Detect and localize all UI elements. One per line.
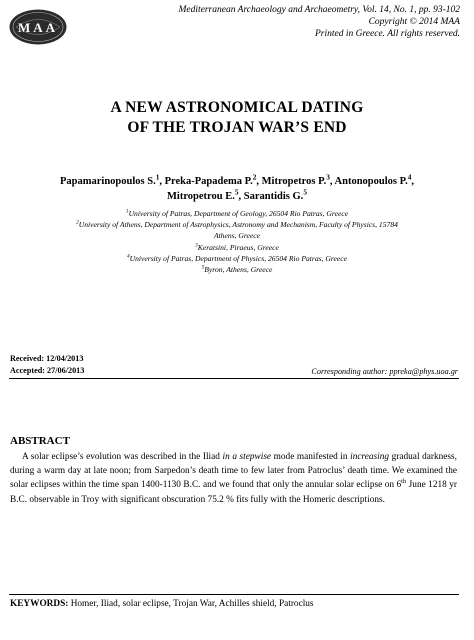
affiliation-3 — [0, 242, 474, 253]
affiliation-text: University of Patras, Department of Geology, 26504 Rio Patras, Greece — [128, 209, 349, 218]
abstract-text: gradual darkness, during a warm day at late noon; from Sarpedon’s death time to few later from Patroclus’ death time. We examined the solar eclipses within the time span 1400-1130 B.C. and we found that only the annular solar eclipse on 6 — [10, 452, 457, 491]
keywords — [10, 598, 314, 611]
printed-line: Printed in Greece. All rights reserved. — [314, 29, 460, 39]
abstract-text: June 1218 yr B.C. observable in Troy with significant obscuration 75.2 % fits fully with the Homeric descriptions. — [10, 480, 457, 505]
abstract-italic: increasing — [350, 452, 390, 462]
abstract-sup: th — [401, 478, 407, 486]
divider-bottom — [9, 594, 459, 595]
affiliation-2 — [0, 219, 474, 230]
abstract-text: A solar eclipse’s evolution was described in the Iliad — [22, 452, 223, 462]
title-line-2: OF THE TROJAN WAR’S END — [127, 119, 347, 136]
author-name: Mitropetrou E. — [167, 190, 235, 202]
affiliation-sup: 2 — [76, 219, 79, 226]
journal-header — [178, 4, 460, 40]
affiliation-4 — [0, 253, 474, 264]
affiliation-sup: 3 — [195, 242, 198, 249]
author-sup: 3 — [326, 172, 330, 182]
title-line-1: A NEW ASTRONOMICAL DATING — [110, 99, 364, 116]
submission-dates — [10, 353, 84, 377]
paper-title — [0, 98, 474, 138]
author-separator: , — [411, 176, 414, 187]
affiliation-text: University of Patras, Department of Physics, 26504 Rio Patras, Greece — [129, 253, 348, 263]
affiliation-text: Byron, Athens, Greece — [204, 265, 273, 275]
divider-top — [9, 378, 459, 379]
author-separator: , — [256, 176, 262, 187]
journal-logo — [8, 8, 68, 46]
affiliation-5 — [0, 264, 474, 275]
author-name: Papamarinopoulos S. — [60, 176, 156, 187]
author-sup: 2 — [252, 172, 257, 182]
author-name: Antonopoulos P. — [334, 176, 408, 187]
author-sup: 5 — [234, 187, 239, 196]
affiliation-list — [0, 208, 474, 275]
affiliation-2-cont: Athens, Greece — [213, 231, 261, 241]
abstract-italic: in a stepwise — [222, 452, 272, 462]
affiliation-text: Keratsini, Piraeus, Greece — [197, 242, 279, 252]
abstract-text: mode manifested in — [271, 452, 351, 462]
author-name: Sarantidis G. — [243, 190, 304, 202]
copyright-line: Copyright © 2014 MAA — [368, 17, 460, 27]
author-separator: , — [159, 176, 165, 187]
affiliation-sup: 4 — [126, 253, 130, 260]
author-separator: , — [329, 176, 335, 187]
received-date: Received: 12/04/2013 — [10, 354, 84, 363]
author-separator: , — [238, 190, 244, 202]
journal-citation: Mediterranean Archaeology and Archaeometry, Vol. 14, No. 1, pp. 93-102 — [178, 5, 460, 15]
author-name: Preka-Papadema P. — [164, 176, 253, 187]
affiliation-text: University of Athens, Department of Astrophysics, Astronomy and Mechanism, Faculty of Physics, 15784 — [78, 220, 398, 230]
keywords-label: KEYWORDS: — [10, 599, 69, 609]
author-sup: 4 — [407, 172, 412, 182]
abstract-body — [10, 450, 457, 507]
accepted-date: Accepted: 27/06/2013 — [10, 366, 85, 375]
author-sup: 5 — [303, 187, 307, 196]
author-name: Mitropetros P. — [261, 176, 327, 187]
affiliation-sup: 1 — [125, 208, 129, 215]
affiliation-sup: 5 — [201, 264, 205, 271]
logo-text: MAA — [17, 20, 59, 35]
affiliation-1 — [0, 208, 474, 219]
author-sup: 1 — [155, 172, 160, 182]
corresponding-author: Corresponding author: ppreka@phys.uoa.gr — [311, 367, 458, 376]
abstract-heading: ABSTRACT — [10, 435, 70, 447]
author-list — [0, 172, 474, 204]
keywords-text: Homer, Iliad, solar eclipse, Trojan War, Achilles shield, Patroclus — [68, 599, 314, 609]
